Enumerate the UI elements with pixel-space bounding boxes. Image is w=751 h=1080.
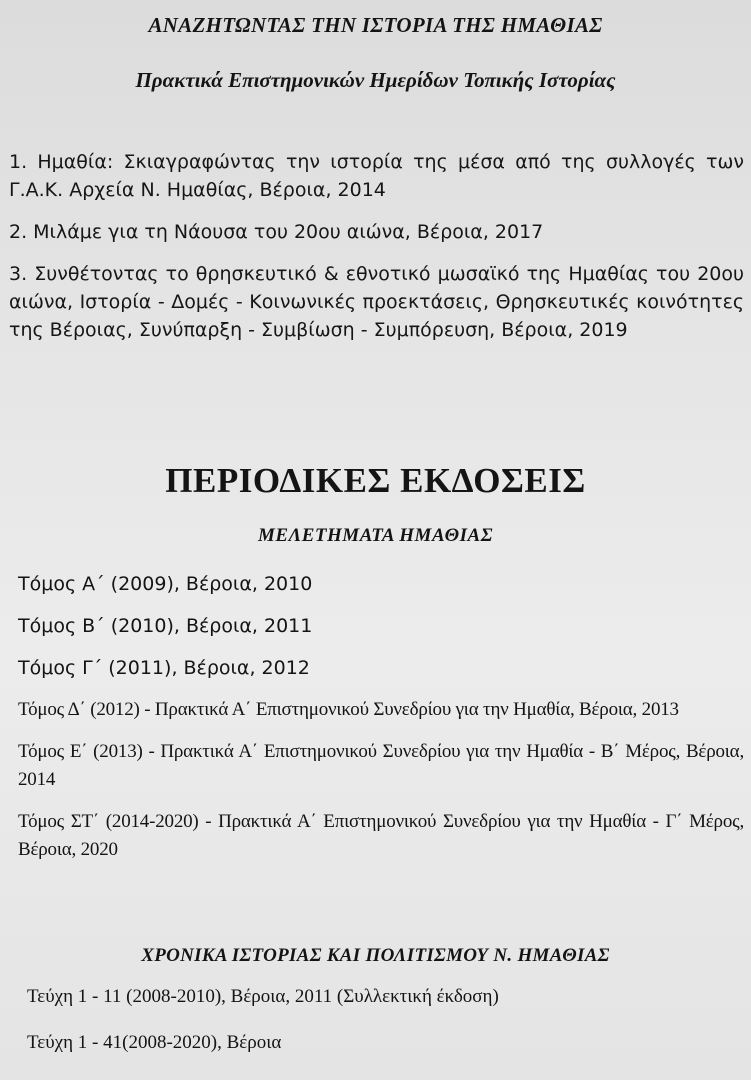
chronika-issues-list xyxy=(27,983,744,1075)
volume-item: Τόμος Β΄ (2010), Βέροια, 2011 xyxy=(18,615,313,637)
series-subtitle: Πρακτικά Επιστημονικών Ημερίδων Τοπικής Ιστορίας xyxy=(135,68,616,92)
meletimata-heading: ΜΕΛΕΤΗΜΑΤΑ ΗΜΑΘΙΑΣ xyxy=(258,525,493,546)
volume-item: Τόμος Α΄ (2009), Βέροια, 2010 xyxy=(18,573,313,595)
periodicals-title: ΠΕΡΙΟΔΙΚΕΣ ΕΚΔΟΣΕΙΣ xyxy=(165,461,586,500)
series-title: ΑΝΑΖΗΤΩΝΤΑΣ ΤΗΝ ΙΣΤΟΡΙΑ ΤΗΣ ΗΜΑΘΙΑΣ xyxy=(148,13,603,37)
volume-item: Τόμος Γ΄ (2011), Βέροια, 2012 xyxy=(18,657,310,679)
volume-item: Τόμος Δ΄ (2012) - Πρακτικά Α΄ Επιστημονικού Συνεδρίου για την Ημαθία, Βέροια, 2013 xyxy=(18,699,679,720)
issue-item: Τεύχη 1 - 11 (2008-2010), Βέροια, 2011 (Συλλεκτική έκδοση) xyxy=(27,986,499,1007)
issue-item: Τεύχη 1 - 41(2008-2020), Βέροια xyxy=(27,1032,282,1053)
publications-list xyxy=(9,148,744,358)
publication-item: 3. Συνθέτοντας το θρησκευτικό & εθνοτικό μωσαϊκό της Ημαθίας του 20ου αιώνα, Ιστορία - Δομές - Κοινωνικές προεκτάσεις, Θρησκευτικές κοινότητες της Βέροιας, Συνύπαρξη - Συμβίωση - Συμπόρευση, Βέροια, 2019 xyxy=(9,263,744,341)
meletimata-volumes-list xyxy=(18,570,744,878)
volume-item: Τόμος Ε΄ (2013) - Πρακτικά Α΄ Επιστημονικού Συνεδρίου για την Ημαθία - Β΄ Μέρος, Βέροια, 2014 xyxy=(18,741,744,790)
volume-item: Τόμος ΣΤ΄ (2014-2020) - Πρακτικά Α΄ Επιστημονικού Συνεδρίου για την Ημαθία - Γ΄ Μέρος, Βέροια, 2020 xyxy=(18,811,744,860)
publication-item: 1. Ημαθία: Σκιαγραφώντας την ιστορία της μέσα από της συλλογές των Γ.Α.Κ. Αρχεία Ν. Ημαθίας, Βέροια, 2014 xyxy=(9,151,744,201)
publication-item: 2. Μιλάμε για τη Νάουσα του 20ου αιώνα, Βέροια, 2017 xyxy=(9,221,544,243)
chronika-heading: ΧΡΟΝΙΚΑ ΙΣΤΟΡΙΑΣ ΚΑΙ ΠΟΛΙΤΙΣΜΟΥ Ν. ΗΜΑΘΙΑΣ xyxy=(141,945,610,966)
